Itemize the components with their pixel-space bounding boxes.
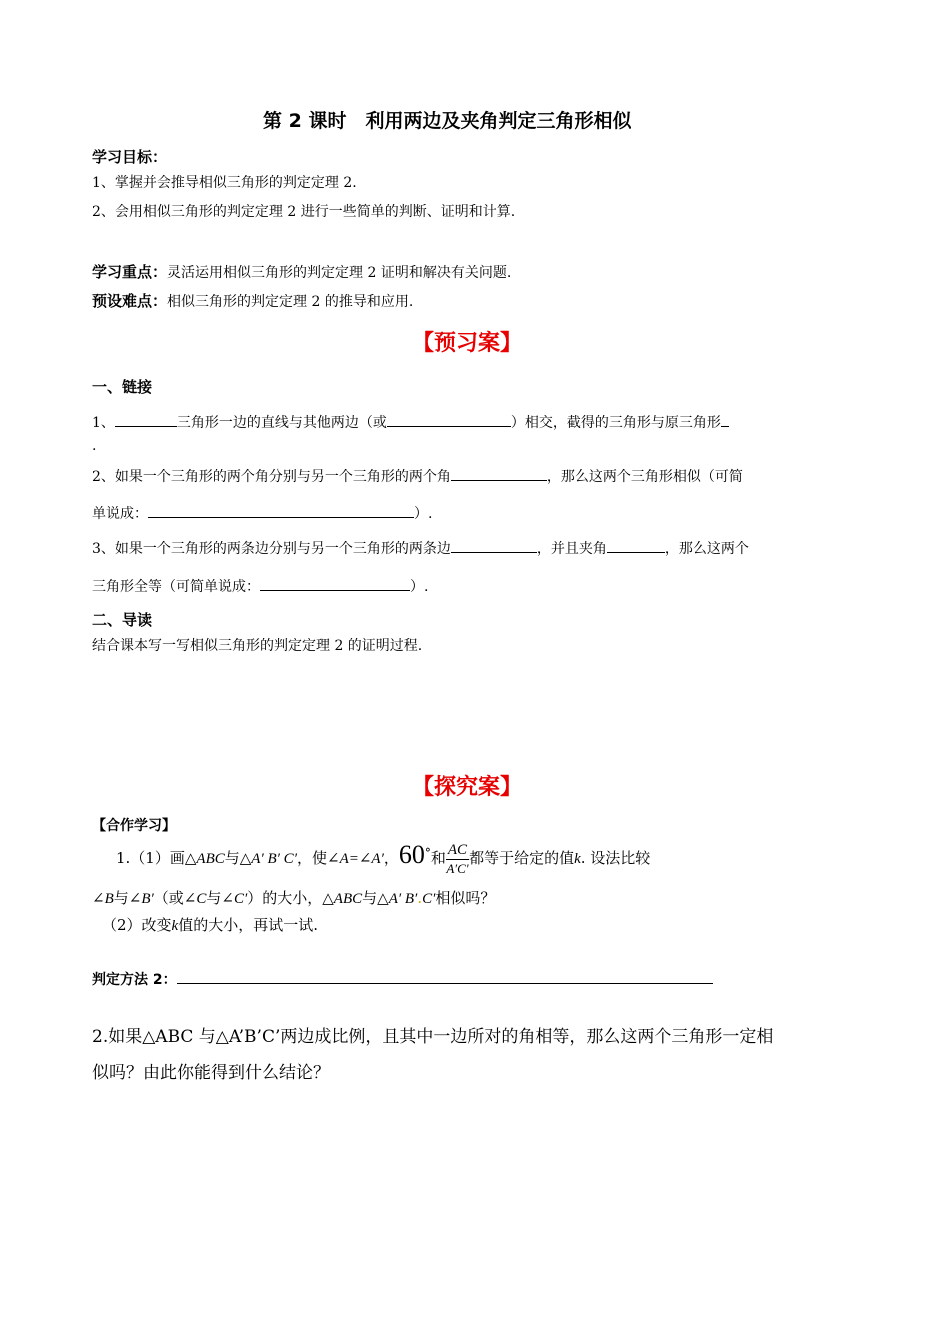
method-label: 判定方法 2： [92,972,177,988]
q1-text-a: 三角形一边的直线与其他两边（或 [176,415,387,431]
q2-text-c: 单说成： [92,506,148,522]
q2-text-b: ，那么这两个三角形相似（可简 [546,469,743,485]
math-k: k [171,918,179,934]
method-blank[interactable] [177,969,713,984]
coop-text: （2）改变 [102,916,172,934]
difficulty-label: 预设难点： [92,292,168,310]
coop-text: 与△ [224,849,252,867]
key-point-label: 学习重点： [92,263,168,281]
section2-text: 结合课本写一写相似三角形的判定定理 2 的证明过程. [92,638,423,654]
section2-heading: 二、导读 [92,611,153,629]
q1-text-b: ）相交，截得的三角形与原三角形 [510,415,721,431]
fill-question-2-cont [92,503,432,523]
objective-item: 1、掌握并会推导相似三角形的判定定理 2. [92,175,357,191]
blank-3b[interactable] [607,538,665,553]
coop-text: 与∠ [113,889,142,907]
blank-3a[interactable] [451,538,537,553]
math-k: k [574,851,581,867]
explore-section-title: 【探究案】 [412,775,523,800]
math-a1b1: A′ B′ [388,891,418,907]
coop-text: 值的大小，再试一试. [178,916,318,934]
q3-text-e: ）. [410,579,429,595]
preview-section-title: 【预习案】 [412,331,523,356]
math-a1b1c1: A′ B′ C′ [251,851,297,867]
objectives-heading: 学习目标： [92,148,168,166]
page-title: 第 2 课时 利用两边及夹角判定三角形相似 [263,110,632,132]
math-fraction [446,842,469,877]
coop-text: 和 [430,849,446,867]
math-angle-a: A=∠A′ [339,851,384,867]
coop-text: 都等于给定的值 [469,849,575,867]
math-c: C [196,891,207,907]
math-abc: ABC [196,851,225,867]
blank-1c[interactable] [721,412,729,427]
fraction-numerator: AC [447,841,468,858]
coop-line-2 [92,887,495,908]
difficulty [92,290,413,311]
coop-line-1 [116,840,650,877]
question-2-line1: 2.如果△ABC 与△A’B’C’两边成比例，且其中一边所对的角相等，那么这两个三角形一定相 [92,1027,774,1047]
math-sixty: 60 [398,840,425,869]
coop-text: 与∠ [206,889,234,907]
q3-text-d: 三角形全等（可简单说成： [92,579,260,595]
coop-text: ， [383,849,399,867]
key-point [92,261,511,282]
q3-text-b: ，并且夹角 [536,541,607,557]
cooperative-heading: 【合作学习】 [92,818,176,834]
objective-item: 2、会用相似三角形的判定定理 2 进行一些简单的判断、证明和计算. [92,204,516,220]
stray-dot: . [417,889,423,907]
math-c1: C′ [233,891,248,907]
blank-3c[interactable] [260,576,410,591]
question-2-line2: 似吗？由此你能得到什么结论？ [92,1063,330,1083]
fill-question-1 [92,412,729,432]
coop-text: 相似吗？ [435,889,496,907]
method-line [92,969,713,989]
q1-number: 1、 [92,415,115,431]
fill-question-3 [92,538,749,558]
math-abc: ABC [333,891,363,907]
math-b: B [104,891,114,907]
q2-text-d: ）. [414,506,433,522]
coop-text: . 设法比较 [580,849,651,867]
coop-text: 与△ [362,889,389,907]
blank-2a[interactable] [451,466,547,481]
section1-heading: 一、链接 [92,378,153,396]
blank-2b[interactable] [148,503,414,518]
coop-text: （或∠ [153,889,197,907]
key-point-text: 灵活运用相似三角形的判定定理 2 证明和解决有关问题. [167,265,512,281]
q3-text-c: ，那么这两个 [664,541,749,557]
math-degree: ° [424,846,431,860]
math-b1: B′ [141,891,154,907]
coop-text: ，使∠ [296,849,340,867]
difficulty-text: 相似三角形的判定定理 2 的推导和应用. [167,294,414,310]
q1-end: . [92,438,97,454]
math-c1: C′ [422,891,436,907]
coop-text: 1.（1）画△ [116,849,197,867]
blank-1b[interactable] [387,412,511,427]
q3-text-a: 3、如果一个三角形的两条边分别与另一个三角形的两条边 [92,541,451,557]
coop-line-3 [102,914,318,935]
fill-question-3-cont [92,576,428,596]
blank-1a[interactable] [115,412,177,427]
q2-text-a: 2、如果一个三角形的两个角分别与另一个三角形的两个角 [92,469,451,485]
fill-question-2 [92,466,743,486]
fraction-denominator: A′C′ [446,860,469,876]
coop-text: ∠ [92,889,105,907]
coop-text: ）的大小，△ [247,889,334,907]
